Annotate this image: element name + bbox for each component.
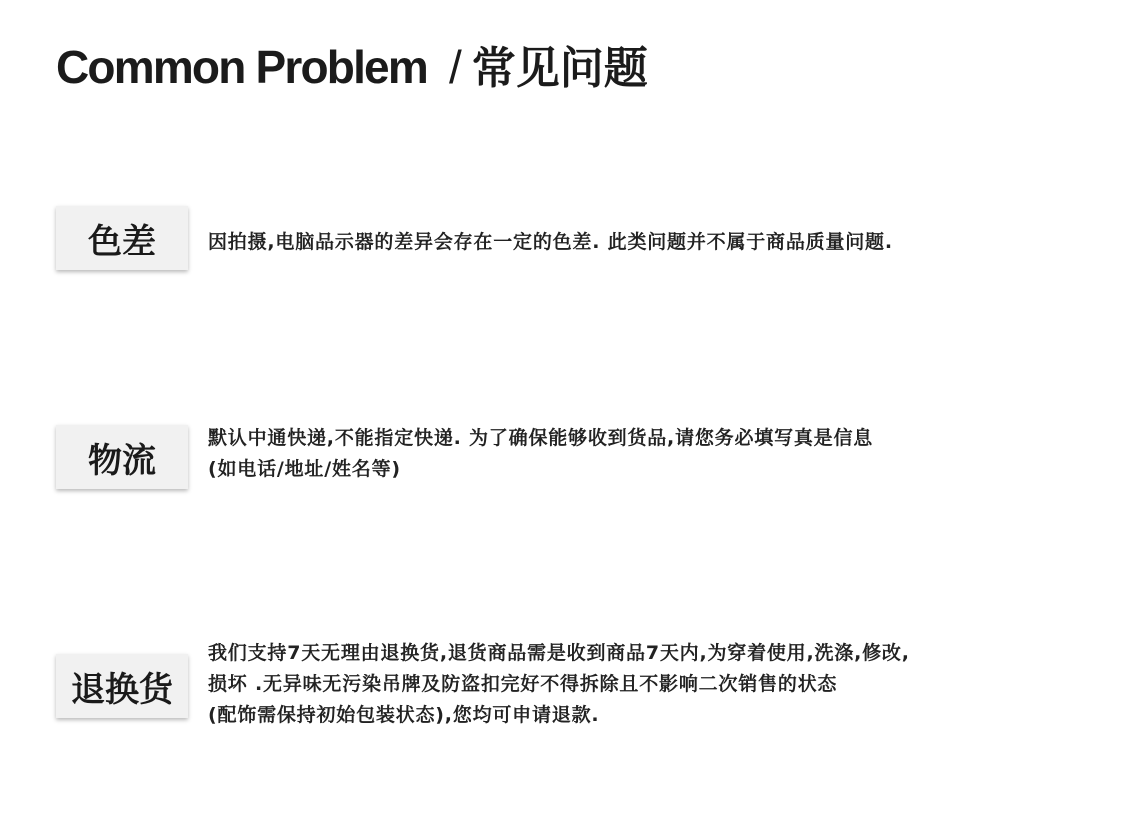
faq-answer-returns [208,638,910,731]
faq-answer-line: (配饰需保持初始包装状态),您均可申请退款. [208,704,600,726]
title-separator: / [448,41,462,93]
page-title [56,41,648,94]
faq-answer-line: 损坏 .无异味无污染吊牌及防盗扣完好不得拆除且不影响二次销售的状态 [208,673,838,695]
faq-answer-line: 默认中通快递,不能指定快递. 为了确保能够收到货品,请您务必填写真是信息 [208,427,874,449]
faq-answer-line: (如电话/地址/姓名等) [208,458,401,480]
faq-answer-line: 因拍摄,电脑品示器的差异会存在一定的色差. 此类问题并不属于商品质量问题. [208,231,893,253]
title-english: Common Problem [56,41,427,93]
faq-label-returns: 退换货 [56,654,188,718]
faq-label-color-difference: 色差 [56,206,188,270]
faq-answer-color-difference [208,227,893,258]
faq-answer-logistics [208,423,873,485]
faq-label-logistics: 物流 [56,425,188,489]
title-chinese: 常见问题 [471,43,648,94]
faq-answer-line: 我们支持7天无理由退换货,退货商品需是收到商品7天内,为穿着使用,洗涤,修改, [208,642,910,664]
